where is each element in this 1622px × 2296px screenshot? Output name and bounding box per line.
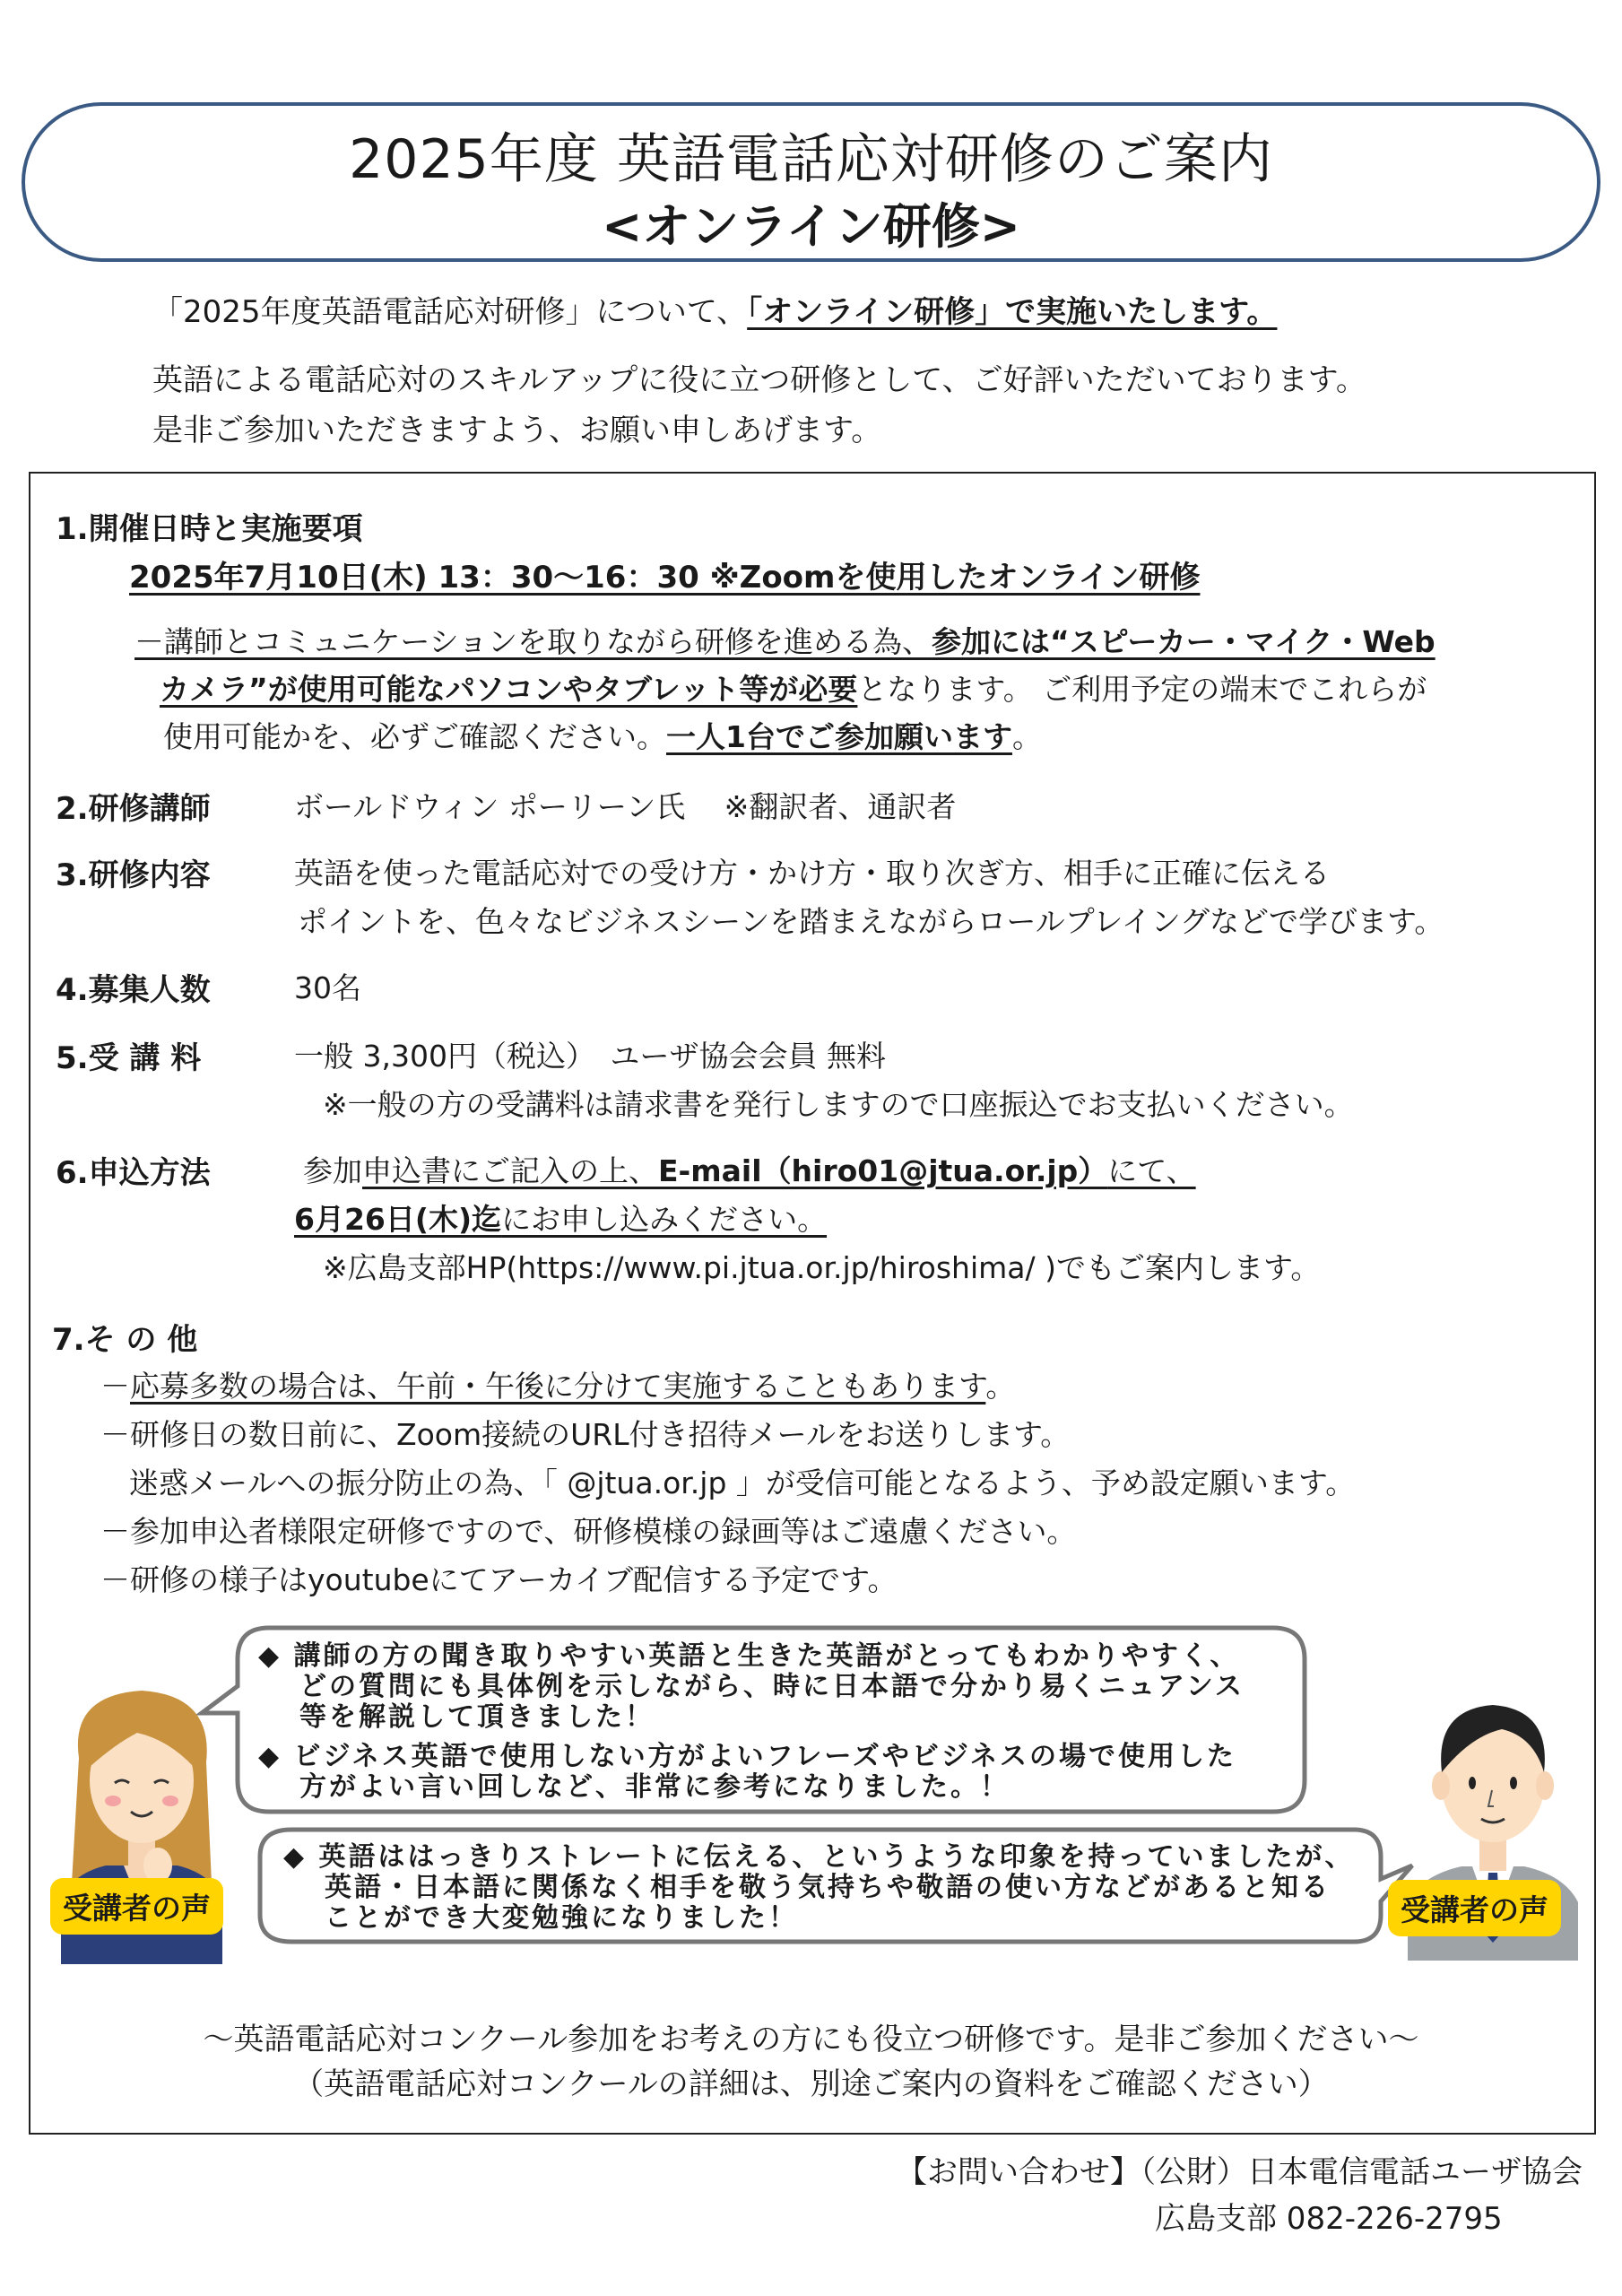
page-title: 2025年度 英語電話応対研修のご案内 [349,128,1273,191]
voice-2-line-3: ことができ大変勉強になりました！ [325,1902,798,1934]
intro-emphasis: 「オンライン研修」で実施いたします。 [747,294,1278,330]
voice-2-line-2: 英語・日本語に関係なく相手を敬う気持ちや敬語の使い方などがあると知る [325,1872,1331,1903]
dash: － [100,1369,130,1404]
section-heading-fee: 5.受 講 料 [56,1040,202,1076]
section-heading-content: 3.研修内容 [56,857,211,893]
intro-text: 「2025年度英語電話応対研修」について、 [152,294,748,330]
other-item-4: －研修の様子はyoutubeにてアーカイブ配信する予定です。 [100,1562,898,1597]
apply-text: 申込書にご記入の上、 [362,1153,658,1188]
note-emphasis: 一人1台でご参加願います [666,719,1012,754]
voice-1-line-3: 等を解説して頂きました！ [299,1701,655,1733]
voice-badge-left: 受講者の声 [50,1878,223,1935]
note-text: 使用可能かを、必ずご確認ください。 [163,719,666,754]
closing-line-1: ～英語電話応対コンクール参加をお考えの方にも役立つ研修です。是非ご参加ください～ [203,2022,1419,2057]
note-text: －講師とコミュニケーションを取りながら研修を進める為、 [134,624,932,659]
intro-line-2: 英語による電話応対のスキルアップに役に立つ研修として、ご好評いただいております。 [152,362,1366,398]
other-text: 応募多数の場合は、午前・午後に分けて実施することもあります [130,1369,986,1404]
schedule-datetime: 2025年7月10日(木) 13：30～16：30 ※Zoomを使用したオンライン研修 [129,560,1201,596]
page-subtitle: <オンライン研修> [602,198,1020,255]
apply-text: にて、 [1107,1153,1196,1188]
other-item-2: －研修日の数日前に、Zoom接続のURL付き招待メールをお送りします。 [100,1417,1071,1452]
voice-1-line-5: 方がよい言い回しなど、非常に参考になりました。！ [299,1771,1010,1803]
section-heading-capacity: 4.募集人数 [56,972,211,1008]
section-heading-apply: 6.申込方法 [56,1155,211,1191]
note-emphasis: 参加には“スピーカー・マイク・Web [932,624,1436,659]
voice-1-line-1: ◆ 講師の方の聞き取りやすい英語と生きた英語がとってもわかりやすく、 [258,1640,1240,1672]
note-text: となります。 ご利用予定の端末でこれらが [857,672,1427,707]
other-text: 。 [985,1369,1016,1404]
other-item-3: －参加申込者様限定研修ですので、研修模様の録画等はご遠慮ください。 [100,1514,1077,1549]
voice-1-line-2: どの質問にも具体例を示しながら、時に日本語で分かり易くニュアンス [299,1671,1245,1702]
closing-line-2: （英語電話応対コンクールの詳細は、別途ご案内の資料をご確認ください） [293,2066,1329,2102]
content-line-2: ポイントを、色々なビジネスシーンを踏まえながらロールプレイングなどで学びます。 [298,904,1444,939]
voice-2-line-1: ◆ 英語ははっきりストレートに伝える、というような印象を持っていましたが、 [283,1841,1355,1873]
fee-line-1: 一般 3,300円（税込） ユーザ協会会員 無料 [294,1039,886,1074]
section-heading-instructor: 2.研修講師 [56,791,211,827]
content-line-1: 英語を使った電話応対での受け方・かけ方・取り次ぎ方、相手に正確に伝える [294,856,1330,891]
contact-line-2: 広島支部 082-226-2795 [1155,2201,1503,2237]
apply-deadline: 6月26日(木)迄 [294,1202,502,1237]
section-heading-schedule: 1.開催日時と実施要項 [56,511,363,547]
note-text: 。 [1011,719,1042,754]
intro-line-3: 是非ご参加いただきますよう、お願い申しあげます。 [152,413,882,448]
apply-email[interactable]: E-mail（hiro01@jtua.or.jp） [658,1153,1108,1188]
contact-line-1: 【お問い合わせ】（公財）日本電信電話ユーザ協会 [897,2154,1583,2190]
apply-text: 参加 [303,1153,362,1188]
voice-badge-right: 受講者の声 [1388,1880,1561,1936]
instructor-name: ボールドウィン ポーリーン氏 ※翻訳者、通訳者 [294,789,957,824]
other-item-2b: 迷惑メールへの振分防止の為、「 @jtua.or.jp 」が受信可能となるよう、予め設定願います。 [129,1465,1356,1500]
note-emphasis: カメラ”が使用可能なパソコンやタブレット等が必要 [160,672,858,707]
voice-1-line-4: ◆ ビジネス英語で使用しない方がよいフレーズやビジネスの場で使用した [258,1741,1237,1772]
capacity-value: 30名 [294,970,361,1005]
fee-line-2: ※一般の方の受講料は請求書を発行しますので口座振込でお支払いください。 [323,1087,1354,1122]
section-heading-other: 7.そ の 他 [52,1322,198,1358]
apply-line-3: ※広島支部HP(https://www.pi.jtua.or.jp/hiroshima/ )でもご案内します。 [323,1250,1321,1285]
apply-text: にお申し込みください。 [501,1202,828,1237]
